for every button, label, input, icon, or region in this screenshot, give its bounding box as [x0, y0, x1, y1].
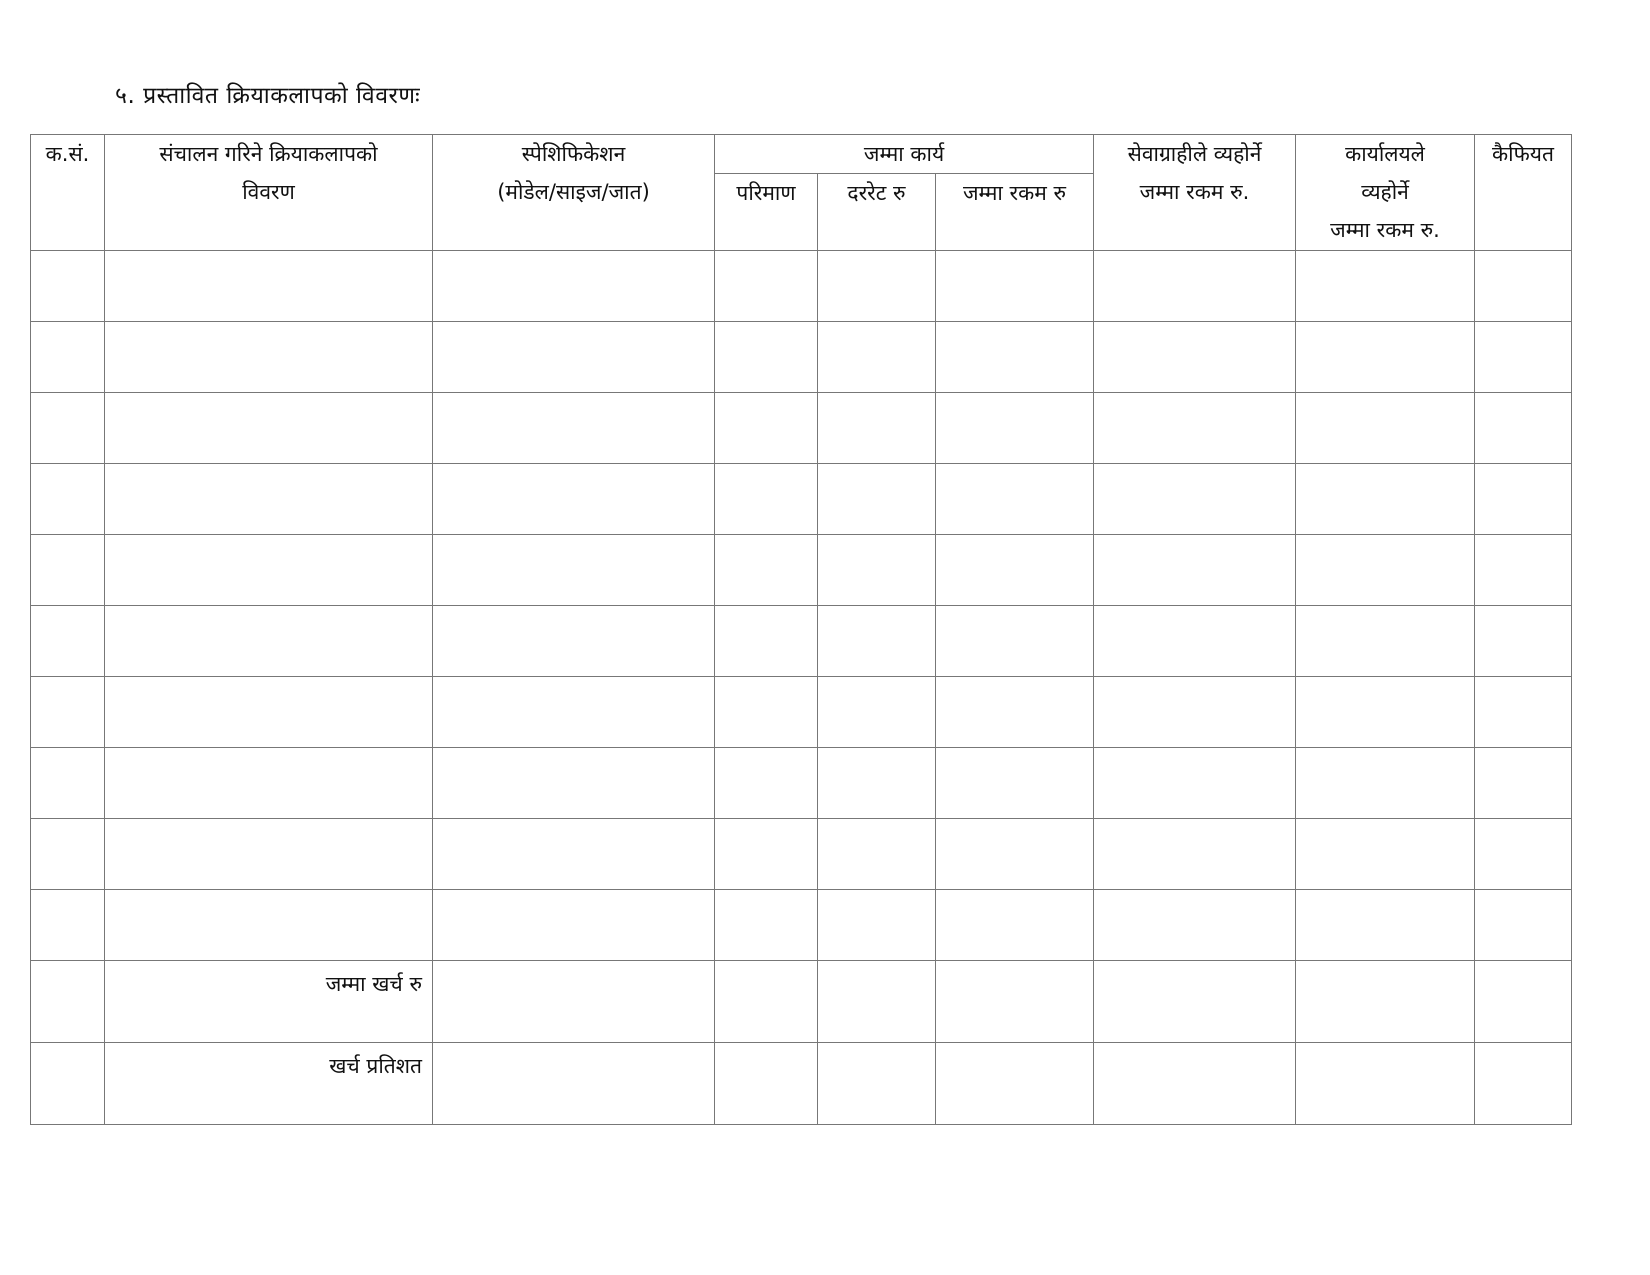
table-cell	[1094, 535, 1296, 606]
header-total-amount: जम्मा रकम रु	[936, 174, 1094, 251]
table-cell	[1296, 393, 1475, 464]
table-cell	[818, 748, 936, 819]
table-row	[31, 606, 1572, 677]
table-cell	[715, 1043, 818, 1125]
table-cell	[1296, 322, 1475, 393]
table-row	[31, 393, 1572, 464]
table-cell	[1094, 748, 1296, 819]
table-cell	[936, 464, 1094, 535]
header-serial-number: क.सं.	[31, 135, 105, 251]
table-cell	[1094, 464, 1296, 535]
table-cell	[1475, 393, 1572, 464]
table-cell	[936, 748, 1094, 819]
header-quantity: परिमाण	[715, 174, 818, 251]
table-cell	[31, 961, 105, 1043]
table-cell	[818, 819, 936, 890]
table-cell	[105, 890, 433, 961]
table-cell	[433, 961, 715, 1043]
table-cell	[31, 535, 105, 606]
table-cell	[936, 606, 1094, 677]
table-cell	[31, 464, 105, 535]
table-cell	[105, 748, 433, 819]
table-cell	[105, 251, 433, 322]
table-cell	[1475, 535, 1572, 606]
table-cell	[818, 961, 936, 1043]
table-cell	[433, 1043, 715, 1125]
table-cell	[1094, 393, 1296, 464]
table-cell	[936, 677, 1094, 748]
table-cell	[1475, 322, 1572, 393]
table-cell	[818, 890, 936, 961]
table-cell	[433, 748, 715, 819]
table-cell	[105, 464, 433, 535]
table-cell	[1094, 961, 1296, 1043]
table-cell	[715, 251, 818, 322]
table-cell	[936, 1043, 1094, 1125]
header-activity-description: संचालन गरिने क्रियाकलापको विवरण	[105, 135, 433, 251]
table-cell	[105, 606, 433, 677]
table-row	[31, 322, 1572, 393]
table-cell	[1475, 464, 1572, 535]
table-cell	[936, 322, 1094, 393]
table-cell	[1094, 1043, 1296, 1125]
table-row	[31, 748, 1572, 819]
table-cell	[31, 819, 105, 890]
table-cell	[818, 606, 936, 677]
table-cell	[715, 819, 818, 890]
table-cell	[105, 393, 433, 464]
table-cell	[1296, 890, 1475, 961]
table-cell	[433, 251, 715, 322]
table-row	[31, 677, 1572, 748]
table-cell	[818, 251, 936, 322]
table-cell	[105, 535, 433, 606]
table-cell	[105, 322, 433, 393]
table-row	[31, 890, 1572, 961]
table-cell	[818, 535, 936, 606]
table-cell	[715, 322, 818, 393]
table-cell	[936, 535, 1094, 606]
table-cell	[433, 890, 715, 961]
table-cell	[31, 606, 105, 677]
table-cell	[936, 819, 1094, 890]
table-cell	[1475, 890, 1572, 961]
table-cell	[433, 535, 715, 606]
header-office-amount: कार्यालयले व्यहोर्ने जम्मा रकम रु.	[1296, 135, 1475, 251]
expense-percent-label: खर्च प्रतिशत	[105, 1043, 433, 1125]
table-cell	[1296, 464, 1475, 535]
table-cell	[1296, 1043, 1475, 1125]
activity-details-table	[30, 134, 1572, 1125]
table-cell	[936, 251, 1094, 322]
table-cell	[31, 748, 105, 819]
table-row	[31, 251, 1572, 322]
table-cell	[1094, 251, 1296, 322]
table-cell	[1094, 890, 1296, 961]
table-cell	[936, 890, 1094, 961]
table-cell	[715, 748, 818, 819]
table-cell	[1296, 251, 1475, 322]
table-cell	[1475, 677, 1572, 748]
summary-row-total-expense	[31, 961, 1572, 1043]
table-cell	[715, 535, 818, 606]
table-cell	[1094, 677, 1296, 748]
table-cell	[31, 393, 105, 464]
table-cell	[31, 251, 105, 322]
table-cell	[715, 464, 818, 535]
table-cell	[818, 464, 936, 535]
header-specification: स्पेशिफिकेशन (मोडेल/साइज/जात)	[433, 135, 715, 251]
table-cell	[936, 393, 1094, 464]
table-cell	[1475, 748, 1572, 819]
table-cell	[1094, 819, 1296, 890]
table-cell	[105, 677, 433, 748]
table-cell	[105, 819, 433, 890]
table-cell	[818, 677, 936, 748]
table-row	[31, 464, 1572, 535]
table-cell	[1094, 606, 1296, 677]
table-cell	[818, 393, 936, 464]
section-heading: ५. प्रस्तावित क्रियाकलापको विवरणः	[115, 83, 421, 109]
header-rate: दररेट रु	[818, 174, 936, 251]
table-row	[31, 819, 1572, 890]
header-total-work: जम्मा कार्य	[715, 135, 1094, 174]
summary-row-expense-percent	[31, 1043, 1572, 1125]
table-cell	[1475, 961, 1572, 1043]
table-cell	[31, 1043, 105, 1125]
table-cell	[936, 961, 1094, 1043]
table-cell	[1296, 677, 1475, 748]
table-cell	[715, 393, 818, 464]
table-cell	[1296, 748, 1475, 819]
table-cell	[1475, 1043, 1572, 1125]
table-cell	[1475, 606, 1572, 677]
table-cell	[715, 606, 818, 677]
table-cell	[1475, 819, 1572, 890]
table-cell	[433, 677, 715, 748]
table-cell	[31, 677, 105, 748]
table-cell	[1296, 819, 1475, 890]
table-cell	[433, 819, 715, 890]
table-cell	[433, 393, 715, 464]
table-cell	[31, 322, 105, 393]
table-row	[31, 535, 1572, 606]
table-cell	[818, 1043, 936, 1125]
table-body	[31, 251, 1572, 1125]
table-cell	[433, 322, 715, 393]
table-cell	[433, 464, 715, 535]
table-cell	[715, 961, 818, 1043]
table-cell	[1094, 322, 1296, 393]
table-cell	[31, 890, 105, 961]
table-cell	[1296, 535, 1475, 606]
table-cell	[1296, 961, 1475, 1043]
table-cell	[715, 890, 818, 961]
table-cell	[433, 606, 715, 677]
header-beneficiary-amount: सेवाग्राहीले व्यहोर्ने जम्मा रकम रु.	[1094, 135, 1296, 251]
header-remarks: कैफियत	[1475, 135, 1572, 251]
table-cell	[715, 677, 818, 748]
table-cell	[1296, 606, 1475, 677]
total-expense-label: जम्मा खर्च रु	[105, 961, 433, 1043]
table-cell	[818, 322, 936, 393]
table-cell	[1475, 251, 1572, 322]
